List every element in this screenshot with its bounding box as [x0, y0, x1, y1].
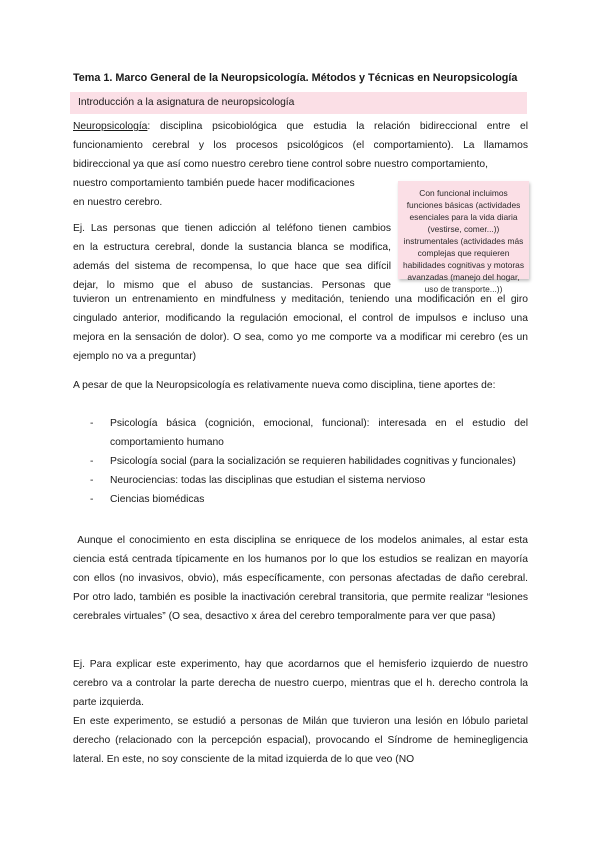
- bullet-dash: -: [90, 456, 94, 467]
- bullet-dash: -: [90, 418, 94, 429]
- section-heading: Introducción a la asignatura de neuropsicología: [78, 97, 295, 108]
- list-item-text: Psicología básica (cognición, emocional, funcional): interesada en el estudio del comportamiento humano: [110, 418, 528, 448]
- definition-line-4: nuestro comportamiento también puede hacer modificaciones: [73, 178, 355, 189]
- animal-models-paragraph: Aunque el conocimiento en esta disciplina se enriquece de los modelos animales, al estar esta ciencia está centrada típicamente en los humanos por lo que los estudios se realizan en mayoría con ellos (no invasivos, obvio), más específicamente, con personas afectadas de daño cerebral. Por otro lado, también es posible la inactivación cerebral transitoria, que permite realizar “lesiones cerebrales virtuales” (O sea, desactivo x área del cerebro temporalmente para ver que pasa): [73, 535, 531, 622]
- example1-paragraph: tuvieron un entrenamiento en mindfulness y meditación, teniendo una modificación en el giro cingulado anterior, modificando la regulación emocional, el control de impulsos e incluso una mejora en la sensación de dolor). O sea, como yo me comporte va a modificar mi cerebro (es un ejemplo no va a preguntar): [73, 294, 528, 362]
- margin-note-text: Con funcional incluimos funciones básicas (actividades esenciales para la vida diaria (vestirse, comer...)) instrumentales (actividades más complejas que requieren habilidades cognitivas y motoras avanzadas (manejo del hogar, uso de transporte...)): [402, 188, 525, 294]
- list-item: [73, 452, 528, 471]
- example2-paragraph: Ej. Para explicar este experimento, hay que acordarnos que el hemisferio izquierdo de nuestro cerebro va a controlar la parte derecha de nuestro cuerpo, mientras que el h. derecho controla la parte izquierda.: [73, 659, 528, 708]
- contributions-intro: A pesar de que la Neuropsicología es relativamente nueva como disciplina, tiene aportes de:: [73, 380, 496, 391]
- definition-term: Neuropsicología: [73, 121, 148, 132]
- list-item-text: Neurociencias: todas las disciplinas que estudian el sistema nervioso: [110, 475, 426, 486]
- example1-line-4: dejar, lo mismo que el abuso de sustancias. Personas que: [73, 280, 391, 291]
- list-item: [73, 490, 528, 509]
- definition-line-5: en nuestro cerebro.: [73, 197, 163, 208]
- page-title: Tema 1. Marco General de la Neuropsicología. Métodos y Técnicas en Neuropsicología: [73, 72, 518, 84]
- list-item: [73, 414, 528, 452]
- list-item-text: Psicología social (para la socialización se requieren habilidades cognitivas y funcionales): [110, 456, 516, 467]
- margin-note: [398, 181, 529, 294]
- example1-line-3: además del sistema de recompensa, lo que hace que sea difícil: [73, 261, 391, 272]
- experiment-paragraph: En este experimento, se estudió a personas de Milán que tuvieron una lesión en lóbulo parietal derecho (relacionado con la percepción espacial), provocando el Síndrome de heminegligencia lateral. En este, no soy consciente de la mitad izquierda de lo que veo (NO: [73, 716, 528, 765]
- bullet-dash: -: [90, 494, 94, 505]
- list-item: [73, 471, 528, 490]
- section-heading-highlight: [70, 92, 527, 114]
- example1-line-2: en la estructura cerebral, donde la sustancia blanca se modifica,: [73, 242, 391, 253]
- definition-text: : disciplina psicobiológica que estudia la relación bidireccional entre el funcionamiento cerebral y los procesos psicológicos (el comportamiento). La llamamos bidireccional ya que así como nuestro cerebro tiene control sobre nuestro comportamiento,: [73, 121, 528, 170]
- definition-paragraph: [73, 117, 528, 174]
- contributions-list: [73, 414, 528, 509]
- example1-line-1: Ej. Las personas que tienen adicción al teléfono tienen cambios: [73, 223, 391, 234]
- list-item-text: Ciencias biomédicas: [110, 494, 205, 505]
- bullet-dash: -: [90, 475, 94, 486]
